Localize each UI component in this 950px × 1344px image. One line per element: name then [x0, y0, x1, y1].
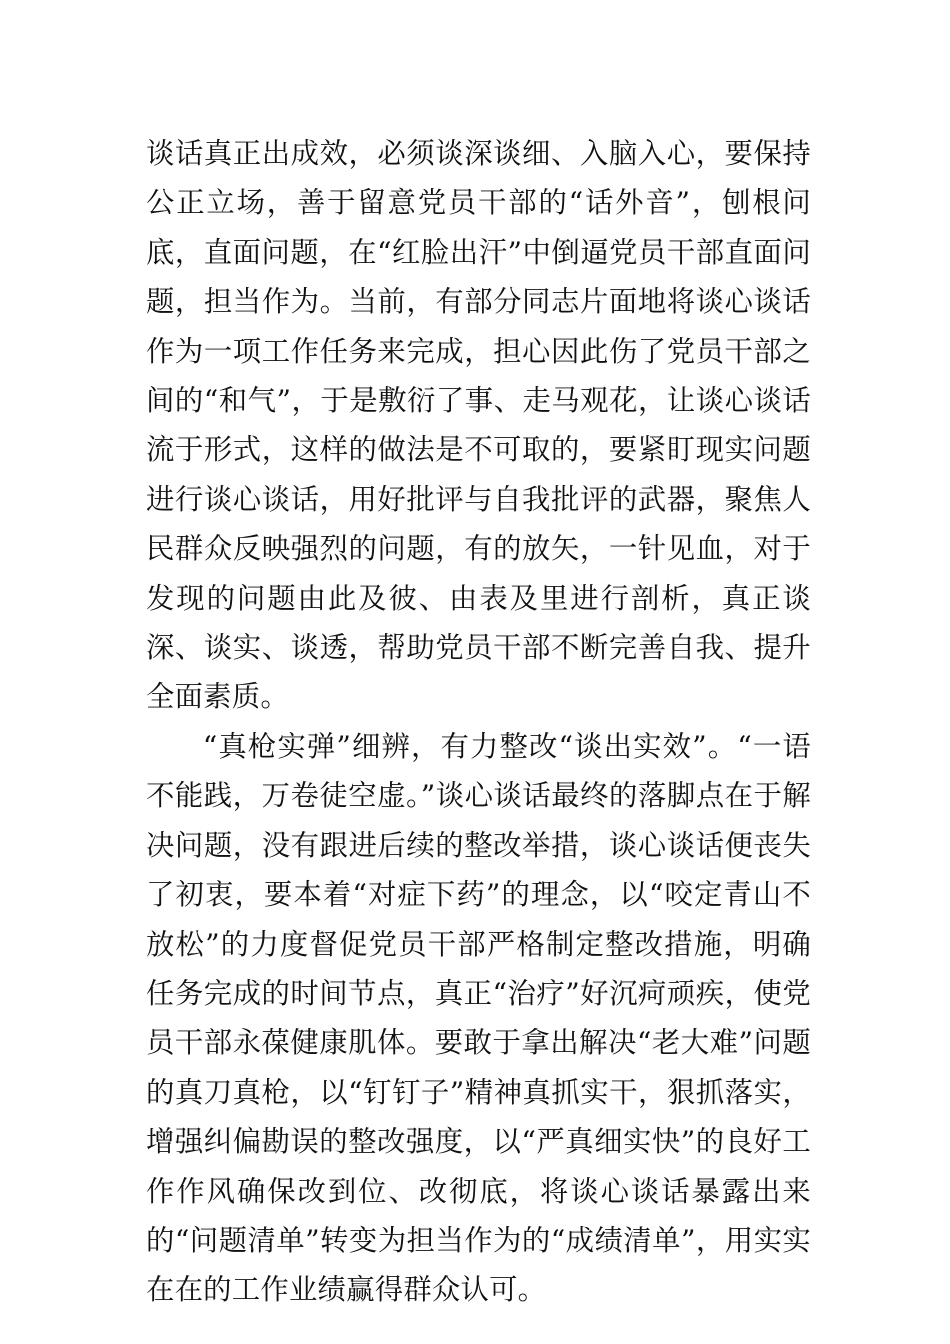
- paragraph-rectification: “真枪实弹”细辨，有力整改“谈出实效”。“一语不能践，万卷徒空虚。”谈心谈话最终的落脚点在于解决问题，没有跟进后续的整改举措，谈心谈话便丧失了初衷，要本着“对症下药”的理念，以“咬定青山不放松”的力度督促党员干部严格制定整改措施，明确任务完成的时间节点，真正“治疗”好沉疴顽疾，使党员干部永葆健康肌体。要敢于拿出解决“老大难”问题的真刀真枪，以“钉钉子”精神真抓实干，狠抓落实，增强纠偏勘误的整改强度，以“严真细实快”的良好工作作风确保改到位、改彻底，将谈心谈话暴露出来的“问题清单”转变为担当作为的“成绩清单”，用实实在在的工作业绩赢得群众认可。: [146, 729, 811, 1307]
- document-body: [146, 129, 811, 1315]
- paragraph-continuation: 谈话真正出成效，必须谈深谈细、入脑入心，要保持公正立场，善于留意党员干部的“话外音”，刨根问底，直面问题，在“红脸出汗”中倒逼党员干部直面问题，担当作为。当前，有部分同志片面地将谈心谈话作为一项工作任务来完成，担心因此伤了党员干部之间的“和气”，于是敷衍了事、走马观花，让谈心谈话流于形式，这样的做法是不可取的，要紧盯现实问题进行谈心谈话，用好批评与自我批评的武器，聚焦人民群众反映强烈的问题，有的放矢，一针见血，对于发现的问题由此及彼、由表及里进行剖析，真正谈深、谈实、谈透，帮助党员干部不断完善自我、提升全面素质。: [146, 137, 811, 714]
